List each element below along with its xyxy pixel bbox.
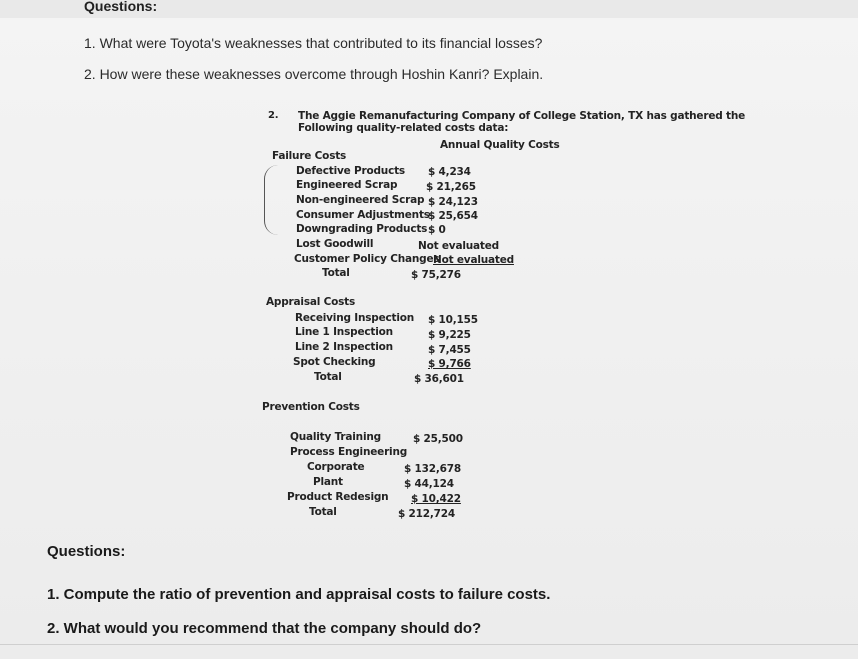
- header-questions-title: Questions:: [84, 0, 158, 14]
- failure-row-value: $ 24,123: [428, 196, 478, 208]
- failure-row-label: Customer Policy Changes: [294, 253, 440, 265]
- appraisal-total-label: Total: [314, 371, 342, 383]
- failure-heading: Failure Costs: [272, 150, 347, 162]
- prevention-heading: Prevention Costs: [262, 401, 360, 413]
- header-question-2: 2. How were these weaknesses overcome through Hoshin Kanri? Explain.: [84, 66, 544, 82]
- appraisal-row-value: $ 9,225: [428, 329, 471, 341]
- failure-row-label: Downgrading Products: [296, 223, 428, 235]
- failure-row-value: $ 0: [428, 224, 446, 236]
- problem-number: 2.: [268, 110, 279, 121]
- failure-row-label: Non-engineered Scrap: [296, 194, 425, 206]
- appraisal-row-value: $ 10,155: [428, 314, 478, 326]
- footer-questions-title: Questions:: [47, 543, 126, 560]
- problem-intro-line1: The Aggie Remanufacturing Company of College Station, TX has gathered the: [298, 110, 746, 122]
- failure-row-label: Lost Goodwill: [296, 238, 374, 250]
- appraisal-row-value: $ 7,455: [428, 344, 471, 356]
- divider: [0, 644, 858, 645]
- failure-row-value: Not evaluated: [433, 254, 514, 266]
- prevention-quality-training-value: $ 25,500: [413, 433, 463, 445]
- prevention-plant-value: $ 44,124: [404, 478, 454, 490]
- prevention-corporate-value: $ 132,678: [404, 463, 461, 475]
- prevention-total-value: $ 212,724: [398, 508, 455, 520]
- footer-question-1: 1. Compute the ratio of prevention and appraisal costs to failure costs.: [47, 586, 551, 603]
- appraisal-heading: Appraisal Costs: [266, 296, 356, 308]
- prevention-product-redesign-value: $ 10,422: [411, 493, 461, 505]
- appraisal-row-label: Receiving Inspection: [295, 312, 415, 324]
- appraisal-total-value: $ 36,601: [414, 373, 464, 385]
- failure-row-value: $ 25,654: [428, 210, 478, 222]
- header-question-1: 1. What were Toyota's weaknesses that contributed to its financial losses?: [84, 35, 543, 51]
- failure-row-value: Not evaluated: [418, 240, 499, 252]
- prevention-product-redesign-label: Product Redesign: [287, 491, 389, 503]
- failure-total-label: Total: [322, 267, 350, 279]
- failure-row-label: Defective Products: [296, 165, 405, 177]
- prevention-total-label: Total: [309, 506, 337, 518]
- prevention-corporate-label: Corporate: [307, 461, 365, 473]
- appraisal-row-label: Line 1 Inspection: [295, 326, 393, 338]
- failure-row-label: Consumer Adjustments: [296, 209, 430, 221]
- failure-row-label: Engineered Scrap: [296, 179, 398, 191]
- appraisal-row-value: $ 9,766: [428, 358, 471, 370]
- appraisal-row-label: Line 2 Inspection: [295, 341, 393, 353]
- column-header: Annual Quality Costs: [440, 139, 560, 151]
- failure-total-value: $ 75,276: [411, 269, 461, 281]
- bracket-mark: [264, 165, 279, 235]
- appraisal-row-label: Spot Checking: [293, 356, 376, 368]
- prevention-process-engineering-label: Process Engineering: [290, 446, 408, 458]
- prevention-plant-label: Plant: [313, 476, 343, 488]
- failure-row-value: $ 4,234: [428, 166, 471, 178]
- footer-question-2: 2. What would you recommend that the company should do?: [47, 620, 482, 637]
- problem-intro-line2: Following quality-related costs data:: [298, 122, 509, 134]
- failure-row-value: $ 21,265: [426, 181, 476, 193]
- prevention-quality-training-label: Quality Training: [290, 431, 381, 443]
